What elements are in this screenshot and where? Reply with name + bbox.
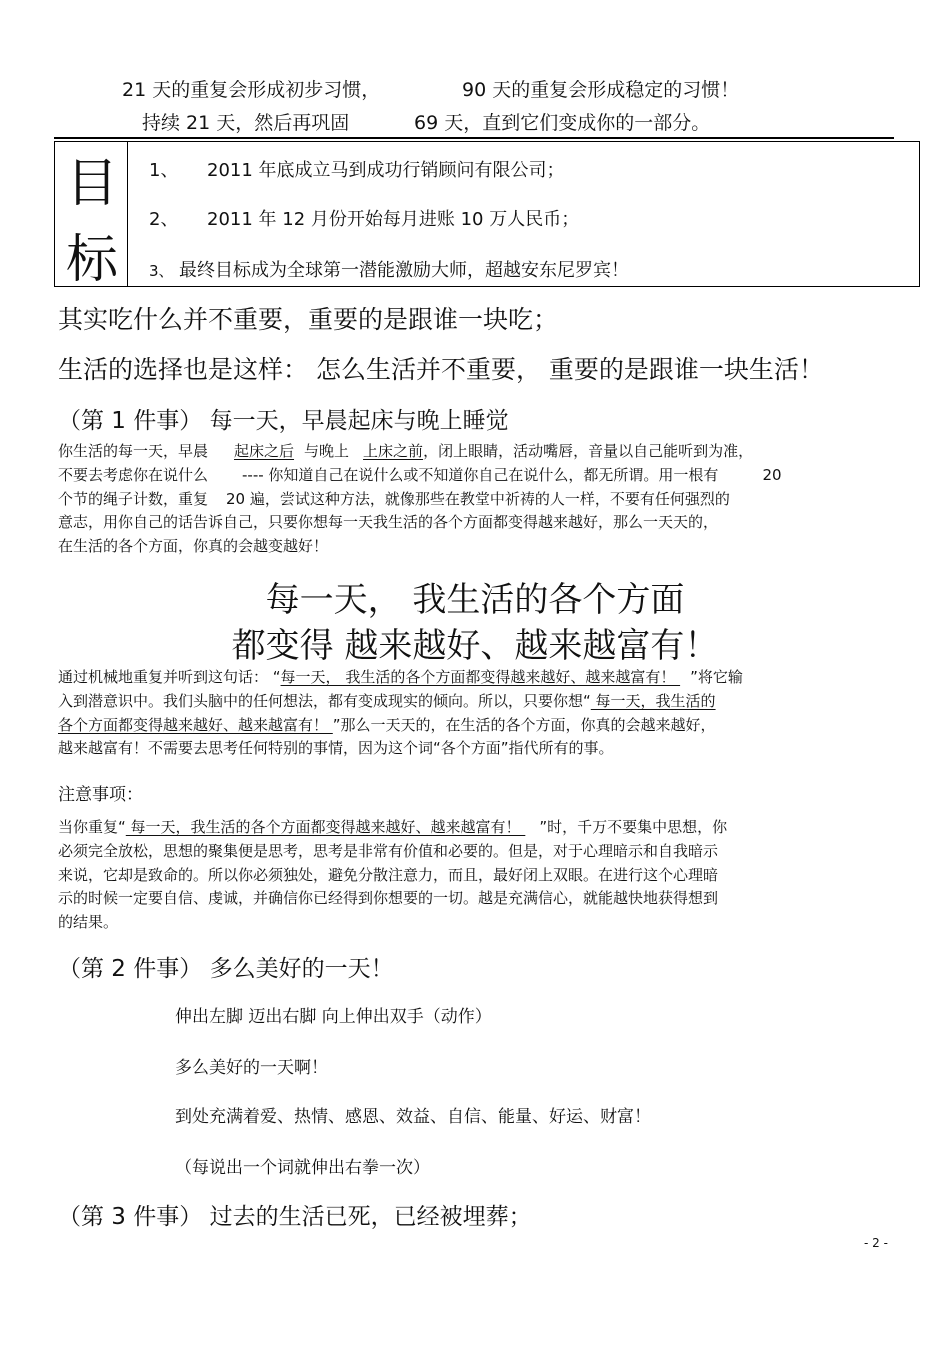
text-fragment: 与晚上 [304, 442, 350, 460]
habit-line-1b: 90 天的重复会形成稳定的习惯！ [462, 79, 740, 101]
text-fragment: 个节的绳子计数，重复 [58, 489, 209, 508]
text-fragment: 不要去考虑你在说什么 [58, 465, 209, 484]
text-fragment: ---- 你知道自己在说什么或不知道你自己在说什么，都无所谓。用一根有 [242, 465, 719, 484]
habit-line-1a: 21 天的重复会形成初步习惯， [122, 79, 381, 101]
text-fragment: 你生活的每一天，早晨 [58, 442, 209, 460]
text-line: 意志，用你自己的话告诉自己，只要你想每一天我生活的各个方面都变得越来越好，那么一天天的， [58, 513, 719, 532]
goal-item-number: 1、 [149, 160, 179, 181]
quote-2: 生活的选择也是这样： 怎么生活并不重要， 重要的是跟谁一块生活！ [58, 355, 824, 384]
text-line: 示的时候一定要自信、虔诚，并确信你已经得到你想要的一切。越是充满信心，就能越快地获得想到 [58, 889, 719, 908]
thing-2-line-3: 到处充满着爱、热情、感恩、效益、自信、能量、好运、财富！ [175, 1107, 651, 1127]
underlined-phrase: 每一天，我生活的各个方面都变得越来越好、越来越富有！ [125, 818, 526, 836]
notes-title: 注意事项： [58, 785, 143, 805]
thing-2-line-1: 伸出左脚 迈出右脚 向上伸出双手（动作） [175, 1007, 492, 1027]
quote-1: 其实吃什么并不重要，重要的是跟谁一块吃； [58, 305, 559, 334]
text-fragment: 通过机械地重复并听到这句话： “ [58, 668, 281, 686]
text-line: 来说，它却是致命的。所以你必须独处，避免分散注意力，而且，最好闭上双眼。在进行这个心理暗 [58, 865, 719, 884]
text-line: 越来越富有！不需要去思考任何特别的事情，因为这个词“各个方面”指代所有的事。 [58, 739, 614, 758]
goal-item-number: 3、 [149, 262, 174, 280]
text-fragment: ”将它输 [690, 668, 743, 686]
thing-2-line-4: （每说出一个词就伸出右拳一次） [175, 1158, 430, 1178]
habit-line-2b: 69 天，直到它们变成你的一部分。 [414, 112, 711, 134]
goal-item-text: 2011 年底成立马到成功行销顾问有限公司； [207, 160, 565, 181]
goal-item-number: 2、 [149, 209, 179, 230]
thing-3-title: （第 3 件事） 过去的生活已死，已经被埋葬； [58, 1204, 532, 1230]
thing-1-title: （第 1 件事） 每一天，早晨起床与晚上睡觉 [58, 408, 509, 434]
habit-line-2a: 持续 21 天，然后再巩固 [142, 112, 350, 134]
text-fragment: ”时，千万不要集中思想，你 [539, 818, 728, 836]
page-number: - 2 - [864, 1236, 888, 1250]
underlined-phrase: 每一天， 我生活的各个方面都变得越来越好、越来越富有！ [280, 668, 681, 686]
goal-item-2 [149, 205, 579, 231]
thing-2-title: （第 2 件事） 多么美好的一天！ [58, 956, 394, 982]
text-fragment: 20 遍，尝试这种方法，就像那些在教堂中祈祷的人一样，不要有任何强烈的 [226, 489, 730, 508]
goal-item-3 [149, 256, 629, 282]
text-line: 必须完全放松，思想的聚集便是思考，思考是非常有价值和必要的。但是，对于心理暗示和自我暗示 [58, 841, 719, 860]
underlined-phrase: 每一天，我生活的 [590, 691, 716, 710]
text-fragment: 20 [762, 465, 782, 484]
motto-line-2: 都变得 越来越好、越来越富有！ [231, 626, 719, 666]
underlined-phrase: 各个方面都变得越来越好、越来越富有！ [58, 715, 333, 734]
text-fragment: 当你重复“ [58, 818, 126, 836]
text-fragment: ”那么一天天的，在生活的各个方面，你真的会越来越好， [332, 715, 716, 734]
text-line: 的结果。 [58, 913, 119, 932]
goal-box [54, 141, 920, 290]
goal-char-1: 目 [65, 154, 118, 214]
motto-line-1: 每一天， 我生活的各个方面 [265, 580, 685, 620]
thing-1-paragraph [58, 440, 908, 559]
goal-char-2: 标 [65, 230, 118, 290]
explain-paragraph [58, 666, 908, 761]
goal-item-text: 最终目标成为全球第一潜能激励大师，超越安东尼罗宾！ [179, 260, 629, 281]
text-line: 在生活的各个方面，你真的会越变越好！ [58, 537, 329, 556]
text-fragment: ，闭上眼睛，活动嘴唇，音量以自己能听到为准， [423, 442, 754, 460]
separator-line [54, 137, 894, 139]
goal-item-1 [149, 156, 565, 182]
notes-paragraph [58, 816, 908, 935]
underlined-phrase: 起床之后 [234, 442, 295, 460]
thing-2-line-2: 多么美好的一天啊！ [175, 1058, 328, 1078]
text-fragment: 入到潜意识中。我们头脑中的任何想法，都有变成现实的倾向。所以，只要你想“ [58, 691, 591, 710]
underlined-phrase: 上床之前 [363, 442, 424, 460]
goal-item-text: 2011 年 12 月份开始每月进账 10 万人民币； [207, 209, 580, 230]
goal-box-divider [127, 142, 128, 286]
